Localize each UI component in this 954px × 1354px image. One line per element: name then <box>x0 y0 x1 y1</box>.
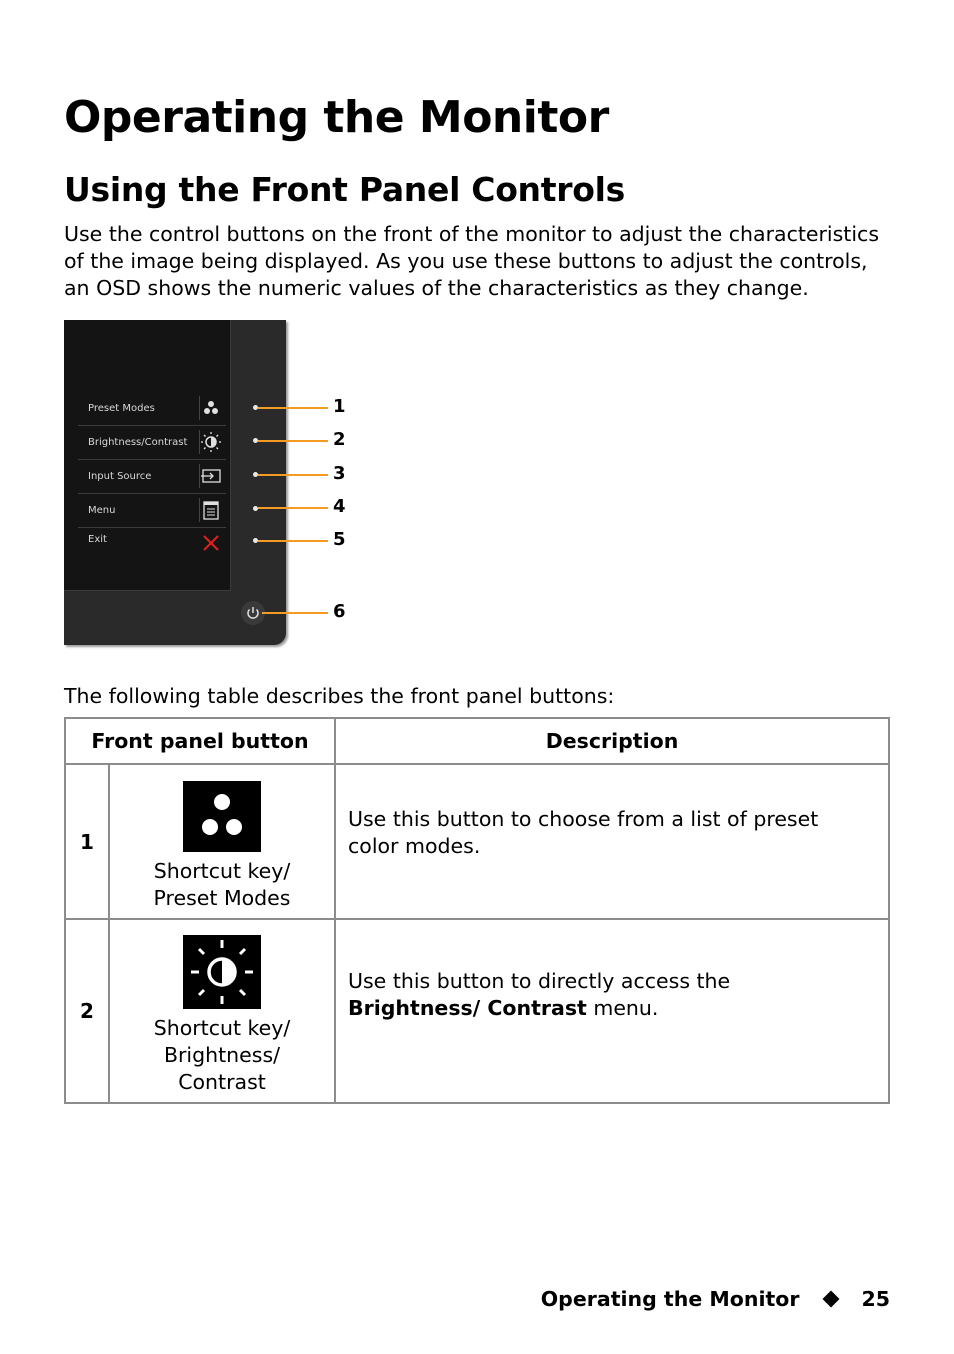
description-cell <box>335 919 889 1103</box>
exit-x-icon <box>200 530 222 554</box>
preset-modes-icon <box>199 396 222 420</box>
description-text: Use this button to choose from a list of preset color modes. <box>348 806 819 858</box>
osd-item-preset-modes <box>78 392 226 426</box>
page-footer <box>541 1287 890 1311</box>
shortcut-key-label: Shortcut key/ <box>153 1016 291 1040</box>
shortcut-key-name: Preset Modes <box>153 886 291 910</box>
diamond-icon <box>823 1291 840 1308</box>
callout-number-6: 6 <box>333 601 346 622</box>
description-text <box>348 968 868 1022</box>
brightness-contrast-icon <box>183 935 261 1009</box>
shortcut-key-name-cont: Contrast <box>178 1070 266 1094</box>
osd-item-label: Input Source <box>88 471 152 482</box>
table-row <box>65 764 889 919</box>
description-text-pre: Use this button to directly access the <box>348 969 731 993</box>
shortcut-key-name: Brightness/ <box>163 1043 281 1067</box>
table-row <box>65 919 889 1103</box>
brightness-contrast-icon <box>199 430 222 454</box>
osd-item-input-source <box>78 460 226 494</box>
page-title: Operating the Monitor <box>64 92 609 143</box>
header-front-panel-button: Front panel button <box>65 718 335 764</box>
row-number: 1 <box>65 764 109 919</box>
callout-number-1: 1 <box>333 396 346 417</box>
callout-line-6 <box>262 612 328 614</box>
monitor-bezel <box>64 320 286 645</box>
preset-modes-icon <box>183 781 261 852</box>
table-intro: The following table describes the front panel buttons: <box>64 684 615 708</box>
shortcut-key-label: Shortcut key/ <box>153 859 291 883</box>
page-number: 25 <box>861 1287 890 1311</box>
footer-title: Operating the Monitor <box>540 1287 800 1311</box>
callout-line-2 <box>258 440 328 442</box>
monitor-front-panel-figure <box>64 320 286 647</box>
front-panel-buttons-table <box>64 717 890 1104</box>
menu-icon <box>199 498 222 522</box>
callout-line-3 <box>258 474 328 476</box>
input-source-icon <box>199 464 222 488</box>
section-title: Using the Front Panel Controls <box>64 170 625 209</box>
shortcut-key-cell <box>109 764 335 919</box>
osd-item-label: Menu <box>88 505 116 516</box>
callout-number-2: 2 <box>333 429 346 450</box>
table-header-row <box>65 718 889 764</box>
description-text-post: menu. <box>586 996 659 1020</box>
description-cell <box>335 764 889 919</box>
callout-number-4: 4 <box>333 496 346 517</box>
osd-item-label: Brightness/Contrast <box>88 437 188 448</box>
description-text-bold: Brightness/ Contrast <box>348 996 587 1020</box>
row-number: 2 <box>65 919 109 1103</box>
monitor-screen <box>64 320 231 591</box>
osd-item-menu <box>78 494 226 528</box>
callout-number-5: 5 <box>333 529 346 550</box>
osd-item-exit <box>78 526 226 559</box>
callout-line-4 <box>258 507 328 509</box>
callout-line-1 <box>258 407 328 409</box>
osd-item-brightness-contrast <box>78 426 226 460</box>
callout-line-5 <box>258 540 328 542</box>
intro-paragraph: Use the control buttons on the front of the monitor to adjust the characteristics of the image being displayed. As you use these buttons to adjust the controls, an OSD shows the numeric values of the characteristics as they change. <box>64 222 879 300</box>
shortcut-key-cell <box>109 919 335 1103</box>
osd-item-label: Preset Modes <box>88 403 155 414</box>
header-description: Description <box>335 718 889 764</box>
callout-number-3: 3 <box>333 463 346 484</box>
osd-item-label: Exit <box>88 534 107 545</box>
